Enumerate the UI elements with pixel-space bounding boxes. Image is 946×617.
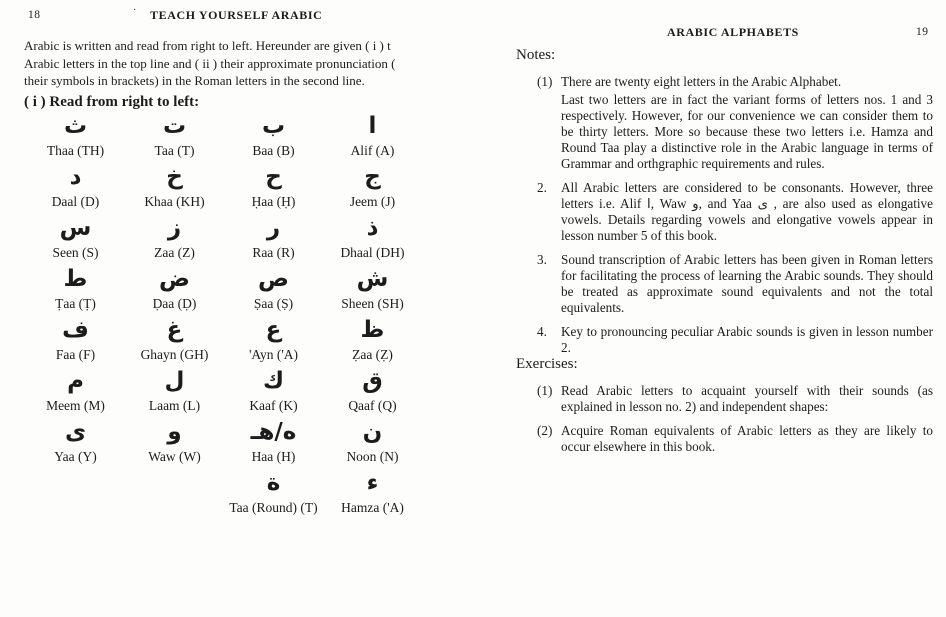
arabic-letter: ت	[162, 113, 187, 139]
letter-cell	[26, 212, 125, 262]
letter-cell	[224, 263, 323, 313]
letter-label: Ḍaa (Ḍ)	[152, 296, 197, 311]
letter-label: Laam (L)	[148, 398, 201, 413]
exercises-heading: Exercises:	[516, 356, 578, 372]
page-number-right: 19	[916, 26, 929, 38]
exercises-list	[537, 383, 933, 463]
note-item	[537, 252, 933, 316]
letter-label: Taa (Round) (T)	[229, 500, 318, 515]
arabic-letter: ة	[266, 470, 281, 496]
arabic-letter: ز	[167, 215, 182, 241]
right-page	[473, 0, 946, 617]
letter-label: Ṭaa (Ṭ)	[55, 296, 96, 311]
arabic-letter: خ	[166, 164, 183, 190]
arabic-letter: غ	[166, 317, 183, 343]
page-number-left: 18	[28, 9, 41, 21]
exercise-item-text: Acquire Roman equivalents of Arabic letters as they are likely to occur elsewhere in this book.	[561, 423, 933, 454]
letter-cell	[26, 365, 125, 415]
exercise-item	[537, 423, 933, 455]
letter-cell	[26, 263, 125, 313]
arabic-letter: ج	[364, 164, 381, 190]
exercise-item-text: Read Arabic letters to acquaint yourself with their sounds (as explained in lesson no. 2) and independent shapes:	[561, 383, 933, 414]
exercise-item-number: (1)	[537, 383, 553, 398]
arabic-letter: ى	[64, 419, 87, 445]
letter-label: Dhaal (DH)	[340, 245, 405, 260]
note-item-text: Key to pronouncing peculiar Arabic sounds is given in lesson number 2.	[561, 324, 933, 355]
letter-cell	[224, 365, 323, 415]
arabic-letter: ب	[261, 113, 286, 139]
letter-cell	[323, 212, 422, 262]
arabic-letter: ظ	[360, 317, 385, 343]
letter-cell	[224, 467, 323, 517]
note-item-body	[561, 252, 933, 316]
letter-cell	[26, 314, 125, 364]
arabic-letter: ر	[266, 215, 281, 241]
letter-cell	[125, 212, 224, 262]
note-item	[537, 74, 933, 172]
note-item-number: 3.	[537, 252, 547, 267]
letter-cell	[26, 161, 125, 211]
arabic-letter: ص	[258, 266, 289, 292]
note-item-number: 4.	[537, 324, 547, 339]
arabic-letter: ض	[159, 266, 190, 292]
letter-cell	[224, 110, 323, 160]
letter-row	[26, 365, 422, 415]
arabic-letter: ع	[265, 317, 282, 343]
letter-label: Ghayn (GH)	[140, 347, 209, 362]
letter-label: Zaa (Z)	[154, 245, 195, 260]
arabic-letter: ك	[262, 368, 285, 394]
arabic-letter: م	[67, 368, 84, 394]
letter-label: Noon (N)	[346, 449, 399, 464]
note-item-text: All Arabic letters are considered to be consonants. However, three letters i.e. Alif ا, Waw و, and Yaa ى , are also used as elongative vowels. Details regarding vowels and elongative vowels appear in lesson number 5 of this book.	[561, 180, 933, 243]
letter-cell	[323, 161, 422, 211]
letter-cell	[323, 110, 422, 160]
intro-line: Arabic letters in the top line and ( ii ) their approximate pronunciation (	[24, 55, 396, 71]
letter-cell	[323, 467, 422, 517]
arabic-letter: ق	[362, 368, 383, 394]
letter-row	[26, 110, 422, 160]
letter-cell	[125, 263, 224, 313]
arabic-letter: ا	[368, 113, 377, 139]
letter-label: Thaa (TH)	[46, 143, 105, 158]
arabic-letter: ن	[362, 419, 383, 445]
letter-grid	[26, 110, 422, 518]
letter-cell	[125, 110, 224, 160]
note-item	[537, 180, 933, 244]
letter-cell-empty	[125, 467, 224, 517]
letter-label: Ḥaa (Ḥ)	[251, 194, 296, 209]
intro-line: Arabic is written and read from right to left. Hereunder are given ( i ) t	[24, 38, 391, 53]
intro-paragraph	[24, 37, 470, 90]
arabic-letter: ل	[164, 368, 185, 394]
letter-label: Haa (H)	[251, 449, 296, 464]
note-item-text: Sound transcription of Arabic letters has been given in Roman letters for facilitating the process of learning the Arabic sounds. They should be treated as approximate sound equivalents and not the total equivalents.	[561, 252, 933, 315]
letter-label: Seen (S)	[52, 245, 99, 260]
header-artifact-mark: ·	[133, 5, 137, 16]
note-item-body	[561, 74, 933, 172]
letter-label: Ẓaa (Ẓ)	[352, 347, 393, 362]
arabic-letter: ه/هـ	[250, 419, 297, 445]
letter-cell	[26, 110, 125, 160]
letter-cell	[224, 416, 323, 466]
letter-label: Yaa (Y)	[54, 449, 97, 464]
letter-row	[26, 161, 422, 211]
arabic-letter: ف	[62, 317, 89, 343]
letter-label: Jeem (J)	[349, 194, 396, 209]
letter-cell	[224, 314, 323, 364]
note-item-body	[561, 324, 933, 356]
notes-heading: Notes:	[516, 47, 556, 63]
letter-row	[26, 416, 422, 466]
note-item-body	[561, 180, 933, 244]
letter-label: Alif (A)	[350, 143, 395, 158]
letter-cell	[224, 161, 323, 211]
letter-label: Taa (T)	[154, 143, 195, 158]
arabic-letter: س	[59, 215, 92, 241]
running-head-left: TEACH YOURSELF ARABIC	[150, 8, 323, 22]
note-item-subtext: Last two letters are in fact the variant forms of letters nos. 1 and 3 respectively. However, for our convenience we can consider them to be thirty letters. More so because these two letters i.e. Hamza and Round Taa play a distinctive role in the Arabic language in terms of Grammar and orthgraphic requirements and rules.	[561, 92, 933, 171]
intro-line: their symbols in brackets) in the Roman letters in the second line.	[24, 73, 365, 88]
letter-label: Faa (F)	[55, 347, 96, 362]
arabic-letter: ء	[366, 470, 379, 496]
letter-label: Khaa (KH)	[144, 194, 205, 209]
arabic-letter: ح	[265, 164, 282, 190]
letter-label: Waw (W)	[148, 449, 201, 464]
letter-cell	[125, 416, 224, 466]
arabic-letter: و	[167, 419, 182, 445]
exercise-item-body	[561, 383, 933, 415]
running-head-right: ARABIC ALPHABETS	[667, 25, 799, 39]
arabic-letter: د	[69, 164, 82, 190]
arabic-letter: ث	[63, 113, 88, 139]
arabic-letter: ط	[63, 266, 88, 292]
note-item-number: 2.	[537, 180, 547, 195]
note-item-number: (1)	[537, 74, 553, 89]
letter-cell	[323, 314, 422, 364]
letter-label: 'Ayn ('A)	[249, 347, 298, 362]
letter-cell	[125, 314, 224, 364]
exercise-item-body	[561, 423, 933, 455]
letter-label: Hamza ('A)	[341, 500, 404, 515]
letter-label: Sheen (SH)	[341, 296, 404, 311]
letter-cell	[224, 212, 323, 262]
note-item	[537, 324, 933, 356]
letter-row	[26, 212, 422, 262]
arabic-letter: ش	[356, 266, 389, 292]
letter-label: Raa (R)	[252, 245, 295, 260]
letter-cell	[26, 416, 125, 466]
letter-row	[26, 314, 422, 364]
letter-label: Ṣaa (Ṣ)	[253, 296, 294, 311]
letter-cell	[323, 263, 422, 313]
letter-cell	[125, 365, 224, 415]
section-heading: ( i ) Read from right to left:	[24, 94, 200, 110]
letter-label: Baa (B)	[252, 143, 295, 158]
letter-cell	[323, 416, 422, 466]
notes-list	[537, 74, 933, 364]
letter-row	[26, 467, 422, 517]
arabic-letter: ذ	[366, 215, 379, 241]
letter-cell	[323, 365, 422, 415]
letter-cell-empty	[26, 467, 125, 517]
exercise-item-number: (2)	[537, 423, 553, 438]
letter-label: Meem (M)	[46, 398, 105, 413]
letter-cell	[125, 161, 224, 211]
letter-label: Qaaf (Q)	[348, 398, 397, 413]
exercise-item	[537, 383, 933, 415]
letter-label: Daal (D)	[51, 194, 100, 209]
letter-label: Kaaf (K)	[249, 398, 298, 413]
letter-row	[26, 263, 422, 313]
note-item-text: There are twenty eight letters in the Arabic Alphabet.	[561, 74, 842, 89]
